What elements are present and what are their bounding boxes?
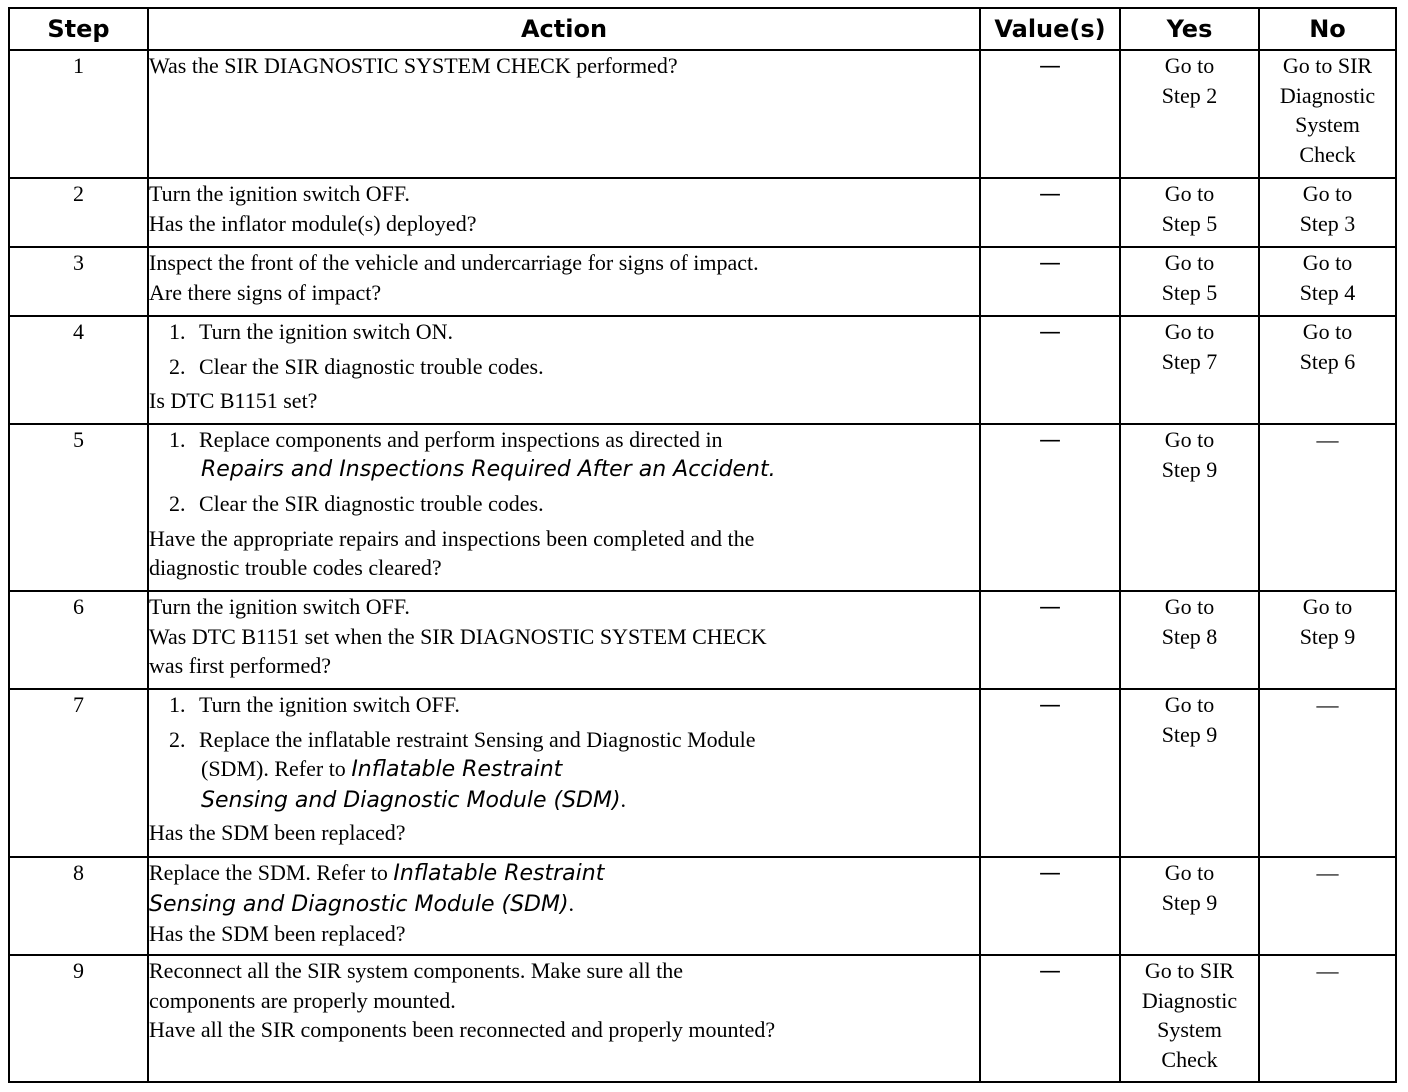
action-question: Has the SDM been replaced? bbox=[149, 820, 406, 845]
yes-result: Go to Step 7 bbox=[1161, 319, 1218, 374]
substep-text: Replace components and perform inspections as directed in bbox=[199, 427, 723, 452]
no-cell bbox=[1259, 689, 1396, 857]
no-result: — bbox=[1316, 692, 1339, 717]
period: . bbox=[620, 786, 627, 812]
step-column-header: Step bbox=[9, 8, 148, 50]
diagnostic-table-container bbox=[8, 7, 1397, 1083]
table-header-row bbox=[9, 8, 1396, 50]
substep bbox=[149, 425, 979, 455]
no-cell bbox=[1259, 316, 1396, 424]
no-result: — bbox=[1316, 958, 1339, 983]
step-number: 1 bbox=[9, 50, 148, 178]
substep-text: (SDM). Refer to bbox=[201, 756, 352, 781]
no-result: Go to Step 9 bbox=[1299, 594, 1356, 649]
table-row bbox=[9, 316, 1396, 424]
yes-cell bbox=[1120, 50, 1259, 178]
value-cell bbox=[980, 591, 1120, 689]
table-row bbox=[9, 178, 1396, 247]
value-dash: — bbox=[1039, 861, 1061, 886]
no-result: Go to SIR Diagnostic System Check bbox=[1279, 53, 1376, 167]
action-text: Turn the ignition switch OFF. bbox=[149, 181, 410, 206]
value-dash: — bbox=[1039, 959, 1061, 984]
action-question: Are there signs of impact? bbox=[149, 279, 382, 305]
yes-result: Go to Step 2 bbox=[1161, 53, 1218, 108]
action-text bbox=[149, 858, 979, 889]
action-cell bbox=[148, 178, 980, 247]
value-cell bbox=[980, 247, 1120, 316]
step-number: 5 bbox=[9, 424, 148, 591]
action-cell bbox=[148, 424, 980, 591]
yes-cell bbox=[1120, 178, 1259, 247]
reference-link[interactable]: Inflatable Restraint bbox=[351, 757, 563, 782]
action-text bbox=[149, 889, 979, 920]
yes-cell bbox=[1120, 591, 1259, 689]
value-dash: — bbox=[1039, 320, 1061, 345]
table-row bbox=[9, 247, 1396, 316]
action-question: Has the inflator module(s) deployed? bbox=[149, 210, 477, 236]
yes-result: Go to Step 9 bbox=[1161, 860, 1218, 915]
yes-cell bbox=[1120, 247, 1259, 316]
no-result: Go to Step 3 bbox=[1299, 181, 1356, 236]
step-number: 4 bbox=[9, 316, 148, 424]
table-row bbox=[9, 424, 1396, 591]
action-cell bbox=[148, 857, 980, 955]
reference-link[interactable]: Sensing and Diagnostic Module (SDM) bbox=[149, 891, 569, 917]
action-cell bbox=[148, 689, 980, 857]
substep-number: 1. bbox=[169, 319, 186, 344]
substep bbox=[149, 352, 979, 382]
step-number: 2 bbox=[9, 178, 148, 247]
value-cell bbox=[980, 955, 1120, 1082]
value-dash: — bbox=[1039, 182, 1061, 207]
action-text: Reconnect all the SIR system components. Make sure all the bbox=[149, 958, 683, 983]
action-cell bbox=[148, 50, 980, 178]
yes-cell bbox=[1120, 316, 1259, 424]
substep-text: Turn the ignition switch OFF. bbox=[199, 692, 460, 717]
action-text: Turn the ignition switch OFF. bbox=[149, 594, 410, 619]
action-column-header: Action bbox=[148, 8, 980, 50]
yes-cell bbox=[1120, 857, 1259, 955]
substep bbox=[149, 489, 979, 519]
no-cell bbox=[1259, 424, 1396, 591]
value-cell bbox=[980, 689, 1120, 857]
no-cell bbox=[1259, 178, 1396, 247]
table-row bbox=[9, 857, 1396, 955]
yes-cell bbox=[1120, 955, 1259, 1082]
no-result: Go to Step 4 bbox=[1299, 250, 1356, 305]
yes-result: Go to Step 5 bbox=[1161, 181, 1218, 236]
action-text-part: Replace the SDM. Refer to bbox=[149, 860, 394, 885]
substep-number: 2. bbox=[169, 726, 186, 752]
step-number: 7 bbox=[9, 689, 148, 857]
substep-text: Turn the ignition switch ON. bbox=[199, 319, 454, 344]
no-cell bbox=[1259, 857, 1396, 955]
substep-number: 1. bbox=[169, 427, 186, 452]
value-dash: — bbox=[1039, 428, 1061, 453]
action-cell bbox=[148, 247, 980, 316]
action-text: components are properly mounted. bbox=[149, 987, 456, 1013]
no-result: — bbox=[1316, 860, 1339, 885]
action-question: Have the appropriate repairs and inspections been completed and the bbox=[149, 525, 755, 551]
action-question: Have all the SIR components been reconnected and properly mounted? bbox=[149, 1017, 776, 1042]
value-cell bbox=[980, 857, 1120, 955]
table-row bbox=[9, 50, 1396, 178]
no-column-header: No bbox=[1259, 8, 1396, 50]
reference-link[interactable]: Inflatable Restraint bbox=[393, 861, 605, 886]
value-dash: — bbox=[1039, 595, 1061, 620]
action-question: was first performed? bbox=[149, 653, 332, 678]
no-cell bbox=[1259, 955, 1396, 1082]
substep-continuation bbox=[149, 785, 979, 816]
substep bbox=[149, 725, 979, 755]
substep-reference-link[interactable]: Repairs and Inspections Required After an Accident. bbox=[201, 456, 776, 482]
table-row bbox=[9, 689, 1396, 857]
yes-result: Go to Step 9 bbox=[1161, 692, 1218, 747]
step-number: 9 bbox=[9, 955, 148, 1082]
yes-cell bbox=[1120, 689, 1259, 857]
substep-text: Replace the inflatable restraint Sensing and Diagnostic Module bbox=[199, 726, 756, 752]
action-question: Has the SDM been replaced? bbox=[149, 921, 406, 946]
substep bbox=[149, 317, 979, 347]
substep bbox=[149, 690, 979, 720]
table-row bbox=[9, 955, 1396, 1082]
values-column-header: Value(s) bbox=[980, 8, 1120, 50]
action-cell bbox=[148, 591, 980, 689]
action-question: Was DTC B1151 set when the SIR DIAGNOSTIC SYSTEM CHECK bbox=[149, 623, 767, 649]
no-cell bbox=[1259, 50, 1396, 178]
value-cell bbox=[980, 178, 1120, 247]
substep-number: 2. bbox=[169, 353, 186, 379]
no-result: — bbox=[1316, 427, 1339, 452]
step-number: 3 bbox=[9, 247, 148, 316]
value-dash: — bbox=[1039, 54, 1061, 79]
reference-link[interactable]: Sensing and Diagnostic Module (SDM) bbox=[201, 787, 621, 813]
action-question: diagnostic trouble codes cleared? bbox=[149, 555, 442, 580]
yes-column-header: Yes bbox=[1120, 8, 1259, 50]
yes-cell bbox=[1120, 424, 1259, 591]
yes-result: Go to Step 8 bbox=[1161, 594, 1218, 649]
diagnostic-table bbox=[8, 7, 1397, 1083]
yes-result: Go to SIR Diagnostic System Check bbox=[1141, 958, 1238, 1072]
action-question: Is DTC B1151 set? bbox=[149, 388, 318, 413]
value-cell bbox=[980, 50, 1120, 178]
value-dash: — bbox=[1039, 251, 1061, 276]
substep-text: Clear the SIR diagnostic trouble codes. bbox=[199, 353, 544, 379]
value-cell bbox=[980, 424, 1120, 591]
period: . bbox=[568, 890, 575, 916]
value-dash: — bbox=[1039, 693, 1061, 718]
action-text: Was the SIR DIAGNOSTIC SYSTEM CHECK performed? bbox=[149, 53, 678, 78]
no-result: Go to Step 6 bbox=[1299, 319, 1356, 374]
value-cell bbox=[980, 316, 1120, 424]
yes-result: Go to Step 9 bbox=[1161, 427, 1218, 482]
substep-number: 1. bbox=[169, 692, 186, 717]
substep-continuation bbox=[149, 754, 979, 785]
action-cell bbox=[148, 955, 980, 1082]
substep-text: Clear the SIR diagnostic trouble codes. bbox=[199, 491, 544, 516]
no-cell bbox=[1259, 247, 1396, 316]
no-cell bbox=[1259, 591, 1396, 689]
action-cell bbox=[148, 316, 980, 424]
table-row bbox=[9, 591, 1396, 689]
yes-result: Go to Step 5 bbox=[1161, 250, 1218, 305]
substep-number: 2. bbox=[169, 491, 186, 516]
step-number: 8 bbox=[9, 857, 148, 955]
action-text: Inspect the front of the vehicle and undercarriage for signs of impact. bbox=[149, 250, 759, 275]
step-number: 6 bbox=[9, 591, 148, 689]
